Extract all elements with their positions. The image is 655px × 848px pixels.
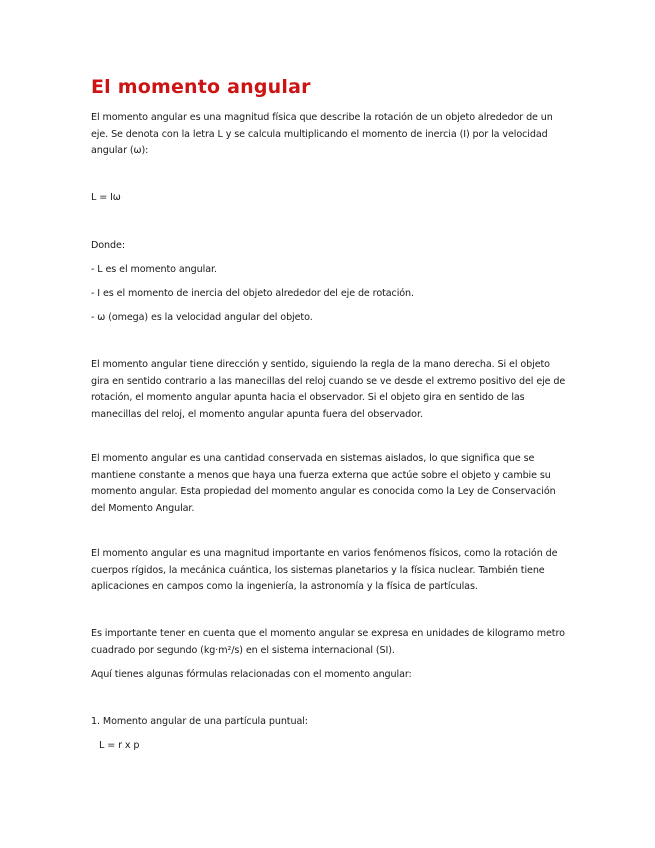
units-paragraph: Es importante tener en cuenta que el momento angular se expresa en unidades de kilogramo metro cuadrado por segundo (kg·m²/s) en el sistema internacional (SI). xyxy=(91,628,565,656)
formulas-intro: Aquí tienes algunas fórmulas relacionadas con el momento angular: xyxy=(91,669,412,680)
formula-item-1-title: 1. Momento angular de una partícula puntual: xyxy=(91,716,308,727)
donde-label: Donde: xyxy=(91,240,125,251)
definition-item-i: - I es el momento de inercia del objeto alrededor del eje de rotación. xyxy=(91,288,414,299)
conservation-paragraph: El momento angular es una cantidad conservada en sistemas aislados, lo que significa que se mantiene constante a menos que haya una fuerza externa que actúe sobre el objeto y cambie su momento angular. Esta propiedad del momento angular es conocida como la Ley de Conservación del Momento Angular. xyxy=(91,453,556,514)
direction-paragraph: El momento angular tiene dirección y sentido, siguiendo la regla de la mano derecha. Si el objeto gira en sentido contrario a las manecillas del reloj cuando se ve desde el extremo positivo del eje de rotación, el momento angular apunta hacia el observador. Si el objeto gira en sentido de las manecillas del reloj, el momento angular apunta fuera del observador. xyxy=(91,359,566,420)
main-formula: L = Iω xyxy=(91,192,121,203)
document-title: El momento angular xyxy=(91,76,311,98)
definition-item-l: - L es el momento angular. xyxy=(91,264,217,275)
definition-item-omega: - ω (omega) es la velocidad angular del objeto. xyxy=(91,312,313,323)
intro-paragraph: El momento angular es una magnitud física que describe la rotación de un objeto alrededor de un eje. Se denota con la letra L y se calcula multiplicando el momento de inercia (I) por la velocidad angular (ω): xyxy=(91,112,553,156)
applications-paragraph: El momento angular es una magnitud importante en varios fenómenos físicos, como la rotación de cuerpos rígidos, la mecánica cuántica, los sistemas planetarios y la física nuclear. También tiene aplicaciones en campos como la ingeniería, la astronomía y la física de partículas. xyxy=(91,548,558,592)
formula-item-1-expression: L = r x p xyxy=(99,740,140,751)
